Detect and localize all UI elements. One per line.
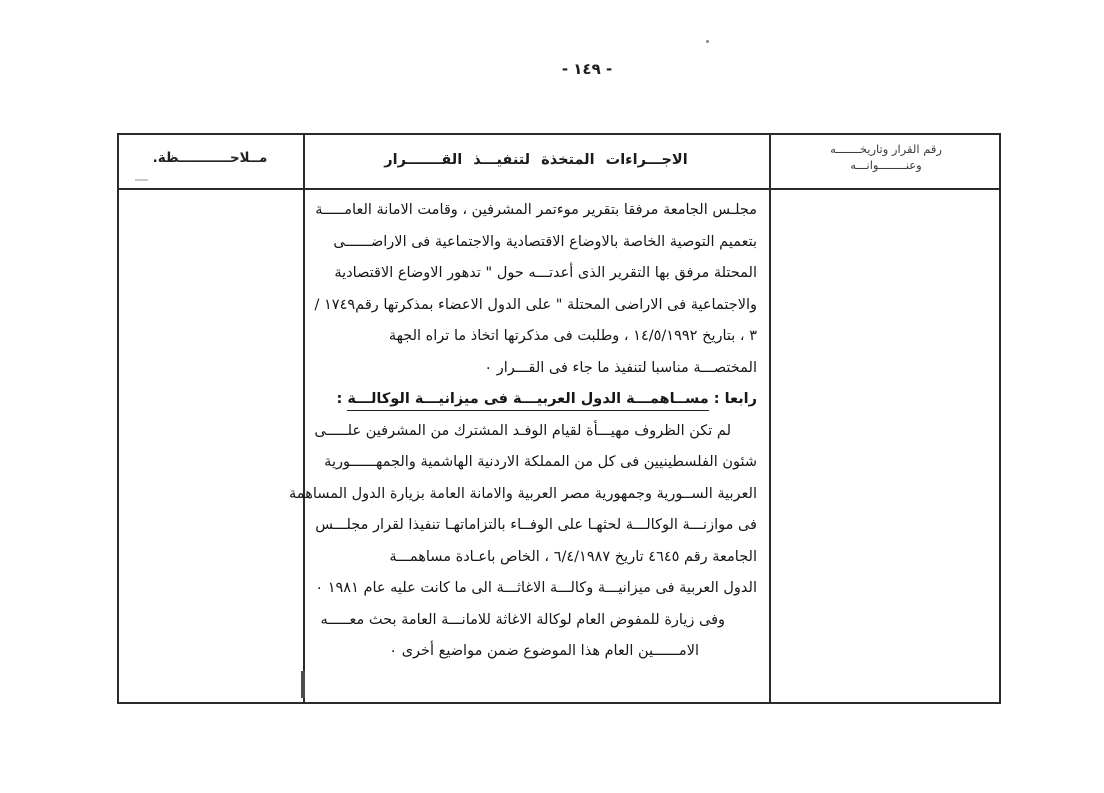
header-actions-column: الاجـــراءات المتخذة لتنفيـــذ القـــــــرار: [384, 152, 688, 168]
body-line: والاجتماعية فى الاراضى المحتلة " على الدول الاعضاء بمذكرتها رقم١٧٤٩ /: [314, 296, 757, 313]
body-line: وفى زيارة للمفوض العام لوكالة الاغاثة للامانـــة العامة بحث معـــــه: [320, 611, 725, 628]
body-line: فى موازنـــة الوكالـــة لحثهـا على الوفــاء بالتزاماتهـا تنفيذا لقرار مجلـــس: [315, 517, 757, 533]
scan-speck: [706, 40, 709, 43]
section-heading-title: مســاهمـــة الدول العربيـــة فى ميزانيـــة الوكالـــة: [347, 391, 708, 411]
body-line: شئون الفلسطينيين فى كل من المملكة الاردنية الهاشمية والجمهــــــورية: [324, 454, 757, 470]
body-line: الامــــــين العام هذا الموضوع ضمن مواضيع أخرى ٠: [389, 643, 699, 659]
scan-dash: [135, 179, 148, 181]
header-decision-number-column: [773, 141, 999, 173]
actions-cell-text: [289, 195, 767, 668]
section-heading: [313, 384, 757, 416]
body-line: المحتلة مرفق بها التقرير الذى أعدتـــه حول " تدهور الاوضاع الاقتصادية: [334, 265, 757, 281]
scan-smudge: [301, 671, 305, 698]
header-decision-line1: رقم القرار وتاريخـــــــه: [830, 142, 942, 156]
header-notes-column: مــلاحـــــــــــظة.: [152, 150, 268, 166]
decisions-table: [117, 133, 1001, 704]
body-line: العربية الســورية وجمهورية مصر العربية والامانة العامة بزيارة الدول المساهمة: [289, 485, 757, 502]
page-number: - ١٤٩ -: [561, 60, 613, 78]
header-decision-line2: وعنــــــــوانـــه: [850, 158, 922, 172]
body-line: الجامعة رقم ٤٦٤٥ تاريخ ٦/٤/١٩٨٧ ، الخاص باعـادة مساهمـــة: [389, 548, 757, 565]
body-line: ٣ ، بتاريخ ١٤/٥/١٩٩٢ ، وطلبت فى مذكرتها اتخاذ ما تراه الجهة: [388, 328, 757, 344]
body-line: المختصـــة مناسبا لتنفيذ ما جاء فى القـــرار ٠: [484, 359, 757, 376]
body-line: مجلـس الجامعة مرفقا بتقرير موءتمر المشرفين ، وقامت الامانة العامـــــة: [315, 202, 757, 218]
section-heading-suffix: :: [336, 391, 348, 407]
body-line: الدول العربية فى ميزانيـــة وكالـــة الاغاثـــة الى ما كانت عليه عام ١٩٨١ ٠: [315, 580, 757, 596]
body-line: لم تكن الظروف مهيـــأة لقيام الوفـد المشترك من المشرفين علـــــى: [314, 422, 731, 439]
column-divider-right: [769, 135, 771, 702]
body-line: بتعميم التوصية الخاصة بالاوضاع الاقتصادية والاجتماعية فى الاراضــــــى: [333, 233, 757, 250]
section-heading-prefix: رابعا :: [708, 391, 757, 407]
header-rule: [119, 188, 999, 190]
